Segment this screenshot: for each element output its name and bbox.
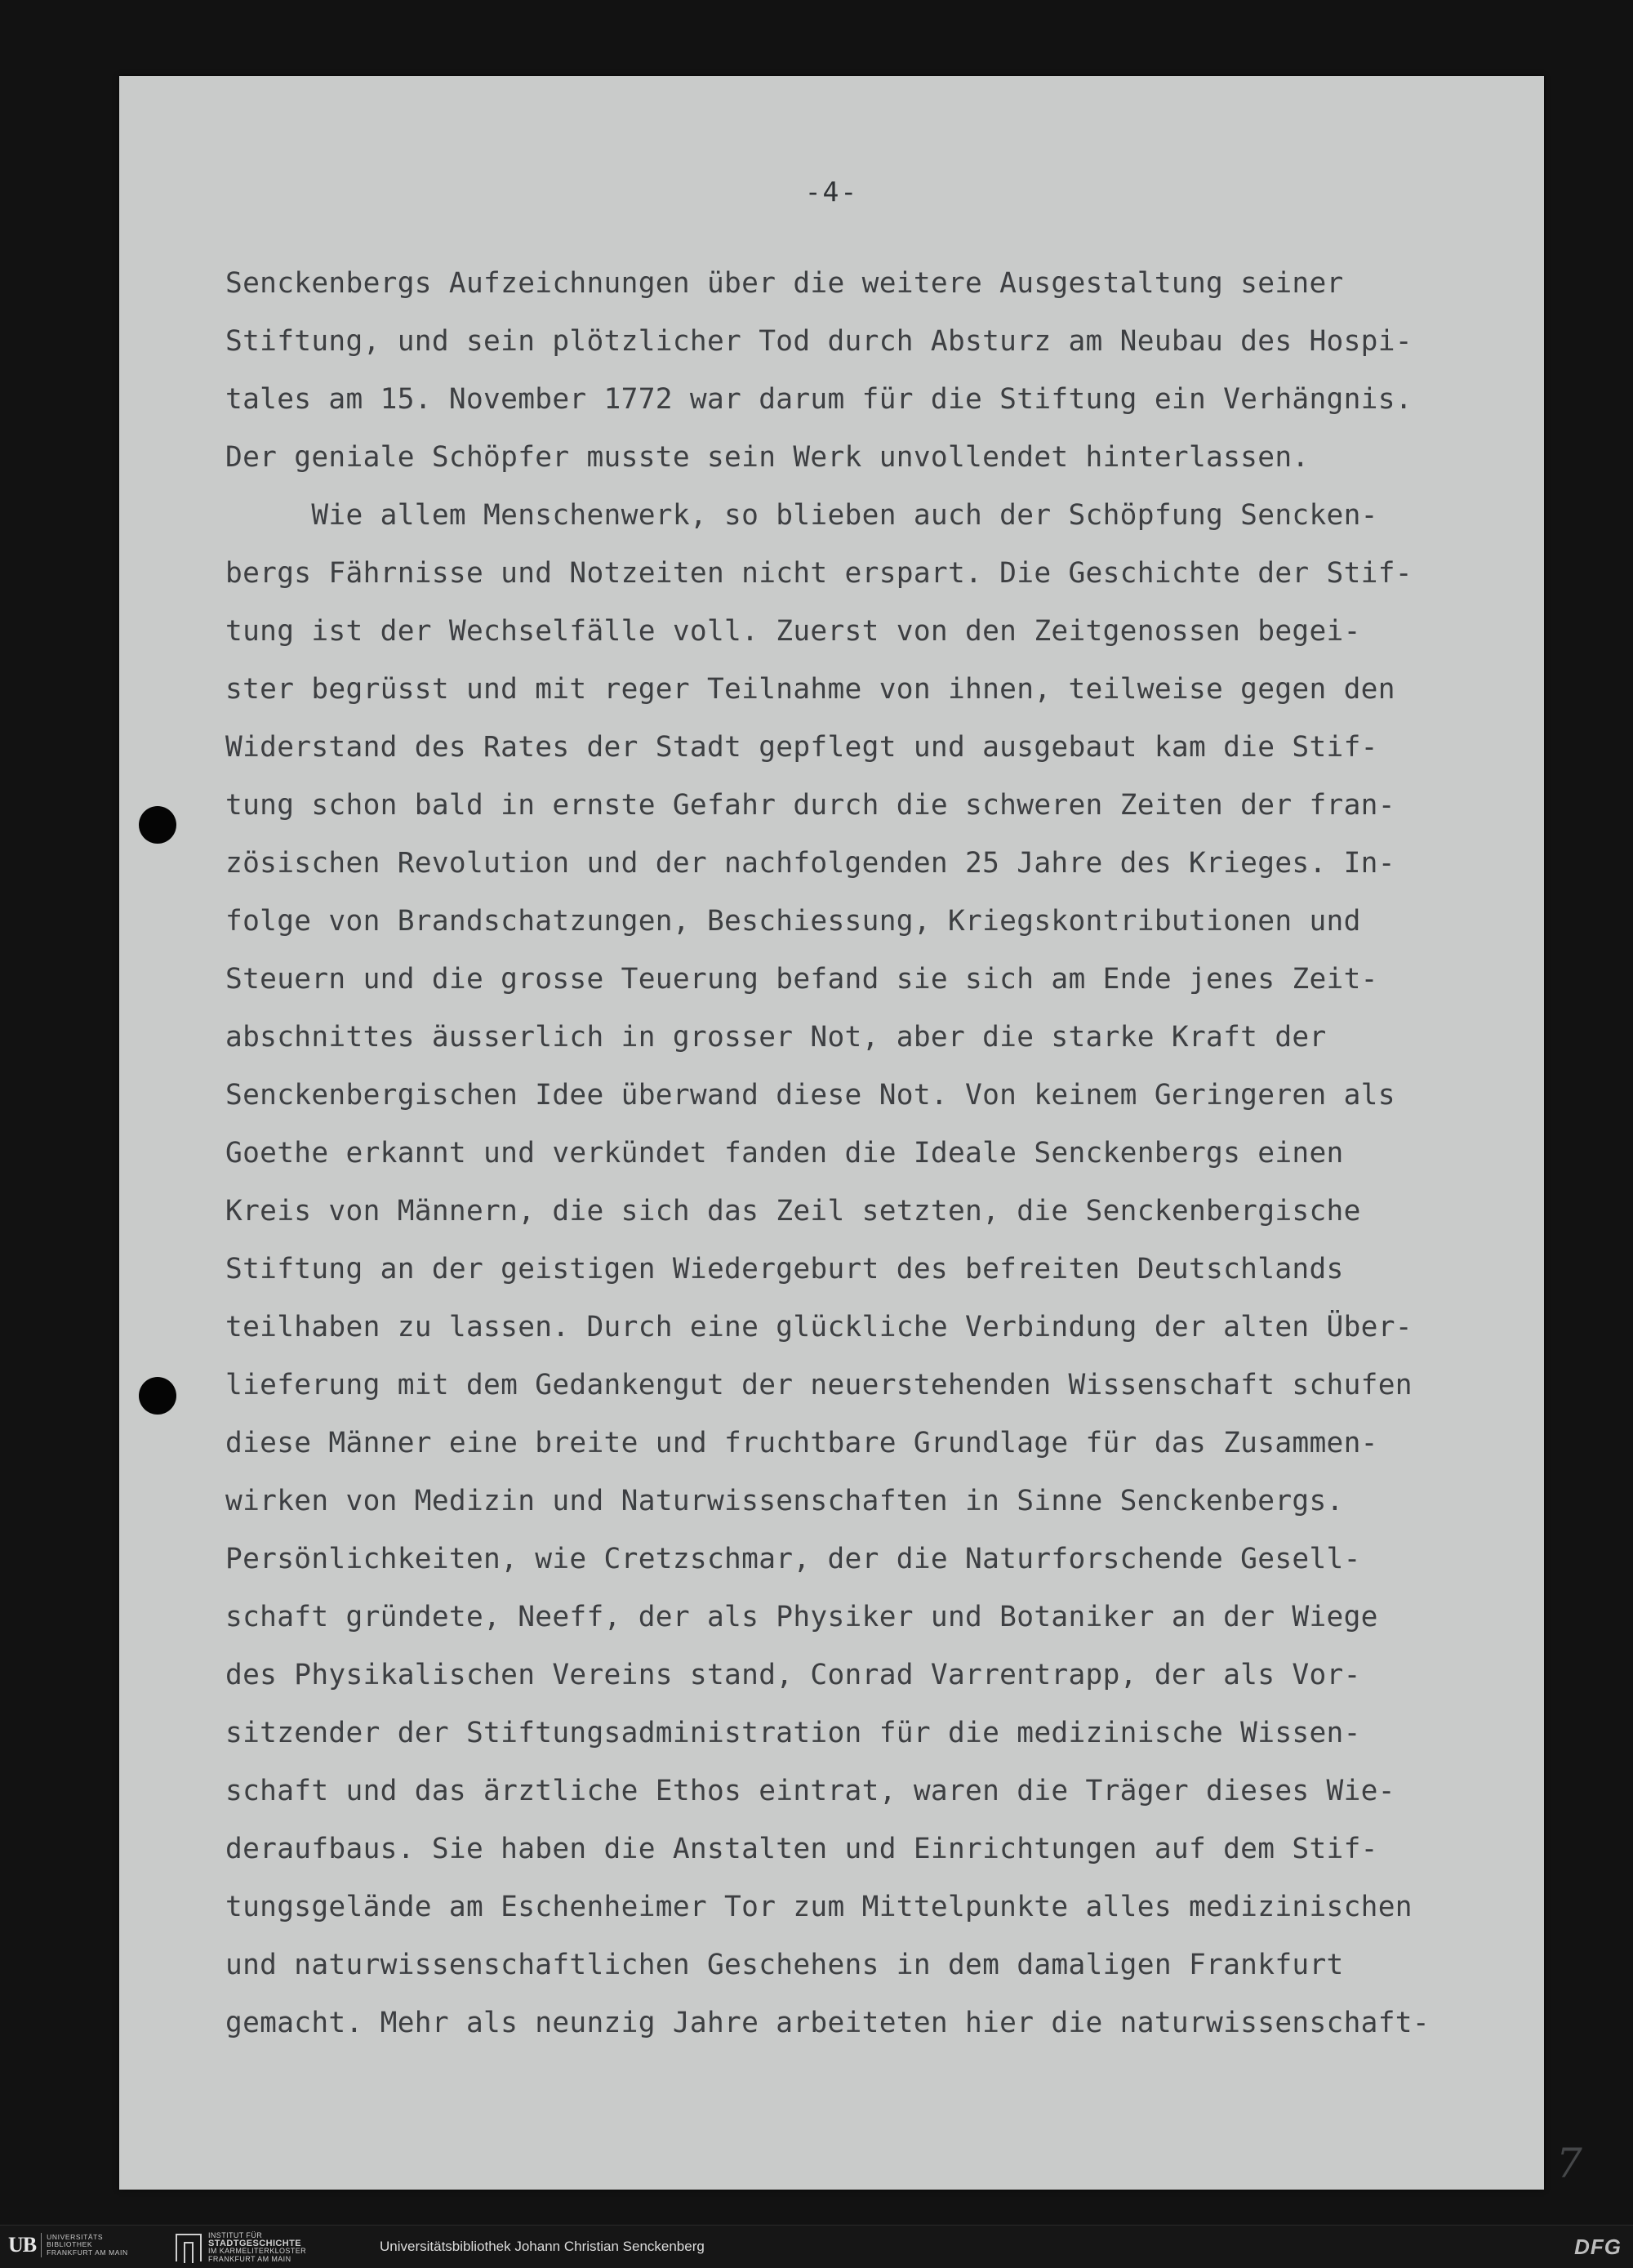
text-line: des Physikalischen Vereins stand, Conrad Varrentrapp, der als Vor-	[225, 1659, 1361, 1691]
text-line: tungsgelände am Eschenheimer Tor zum Mittelpunkte alles medizinischen	[225, 1891, 1413, 1923]
text-line: Persönlichkeiten, wie Cretzschmar, der die Naturforschende Gesell-	[225, 1543, 1361, 1575]
ub-logo-line: BIBLIOTHEK	[47, 2240, 93, 2249]
ub-logo-mark: UB	[8, 2233, 42, 2257]
ub-logo-line: FRANKFURT AM MAIN	[47, 2248, 128, 2257]
text-line: zösischen Revolution und der nachfolgenden 25 Jahre des Krieges. In-	[225, 847, 1395, 880]
isg-logo-line: IM KARMELITERKLOSTER	[208, 2247, 307, 2255]
text-line: Wie allem Menschenwerk, so blieben auch der Schöpfung Sencken-	[225, 499, 1378, 532]
text-line: Stiftung, und sein plötzlicher Tod durch Absturz am Neubau des Hospi-	[225, 325, 1413, 358]
text-line: tales am 15. November 1772 war darum für die Stiftung ein Verhängnis.	[225, 383, 1413, 416]
text-line: schaft gründete, Neeff, der als Physiker und Botaniker an der Wiege	[225, 1601, 1378, 1633]
isg-logo-line-bold: STADTGESCHICHTE	[208, 2238, 301, 2248]
text-line: folge von Brandschatzungen, Beschiessung, Kriegskontributionen und	[225, 905, 1361, 938]
text-line: Goethe erkannt und verkündet fanden die Ideale Senckenbergs einen	[225, 1137, 1344, 1170]
text-line: tung ist der Wechselfälle voll. Zuerst von den Zeitgenossen begei-	[225, 615, 1361, 648]
text-line: Senckenbergischen Idee überwand diese Not. Von keinem Geringeren als	[225, 1079, 1395, 1112]
text-line: ster begrüsst und mit reger Teilnahme von ihnen, teilweise gegen den	[225, 673, 1395, 706]
text-line: teilhaben zu lassen. Durch eine glückliche Verbindung der alten Über-	[225, 1311, 1413, 1343]
isg-logo-icon	[176, 2234, 202, 2261]
ub-logo-line: UNIVERSITÄTS	[47, 2232, 104, 2241]
page-number: -4-	[804, 176, 859, 207]
footer-credit: Universitätsbibliothek Johann Christian Senckenberg	[380, 2239, 705, 2254]
text-line: gemacht. Mehr als neunzig Jahre arbeiteten hier die naturwissenschaft-	[225, 2007, 1430, 2039]
viewer-footer	[0, 2225, 1633, 2268]
text-line: deraufbaus. Sie haben die Anstalten und Einrichtungen auf dem Stif-	[225, 1833, 1378, 1865]
text-line: Kreis von Männern, die sich das Zeil setzten, die Senckenbergische	[225, 1195, 1361, 1228]
isg-logo[interactable]	[176, 2232, 306, 2263]
text-line: Widerstand des Rates der Stadt gepflegt und ausgebaut kam die Stif-	[225, 731, 1378, 764]
text-line: wirken von Medizin und Naturwissenschaften in Sinne Senckenbergs.	[225, 1485, 1344, 1517]
handwritten-page-note: 7	[1556, 2140, 1582, 2187]
punch-hole	[139, 806, 176, 844]
text-line: sitzender der Stiftungsadministration für die medizinische Wissen-	[225, 1717, 1361, 1749]
text-line: Der geniale Schöpfer musste sein Werk unvollendet hinterlassen.	[225, 441, 1310, 474]
isg-logo-line: INSTITUT FÜR	[208, 2231, 263, 2239]
text-line: lieferung mit dem Gedankengut der neuerstehenden Wissenschaft schufen	[225, 1369, 1413, 1401]
text-line: schaft und das ärztliche Ethos eintrat, waren die Träger dieses Wie-	[225, 1775, 1395, 1807]
text-line: bergs Fährnisse und Notzeiten nicht erspart. Die Geschichte der Stif-	[225, 557, 1413, 590]
ub-logo-text	[47, 2234, 128, 2257]
document-page	[119, 76, 1582, 2190]
text-line: abschnittes äusserlich in grosser Not, aber die starke Kraft der	[225, 1021, 1327, 1054]
text-line: tung schon bald in ernste Gefahr durch die schweren Zeiten der fran-	[225, 789, 1395, 822]
isg-logo-text	[208, 2232, 306, 2263]
text-line: Stiftung an der geistigen Wiedergeburt des befreiten Deutschlands	[225, 1253, 1344, 1285]
ub-logo[interactable]	[8, 2233, 128, 2257]
text-line: Steuern und die grosse Teuerung befand sie sich am Ende jenes Zeit-	[225, 963, 1378, 996]
text-line: und naturwissenschaftlichen Geschehens in dem damaligen Frankfurt	[225, 1949, 1344, 1981]
punch-hole	[139, 1377, 176, 1415]
dfg-logo[interactable]: DFG	[1574, 2235, 1622, 2259]
text-line: Senckenbergs Aufzeichnungen über die weitere Ausgestaltung seiner	[225, 267, 1344, 300]
text-line: diese Männer eine breite und fruchtbare Grundlage für das Zusammen-	[225, 1427, 1378, 1459]
isg-logo-line: FRANKFURT AM MAIN	[208, 2254, 291, 2263]
